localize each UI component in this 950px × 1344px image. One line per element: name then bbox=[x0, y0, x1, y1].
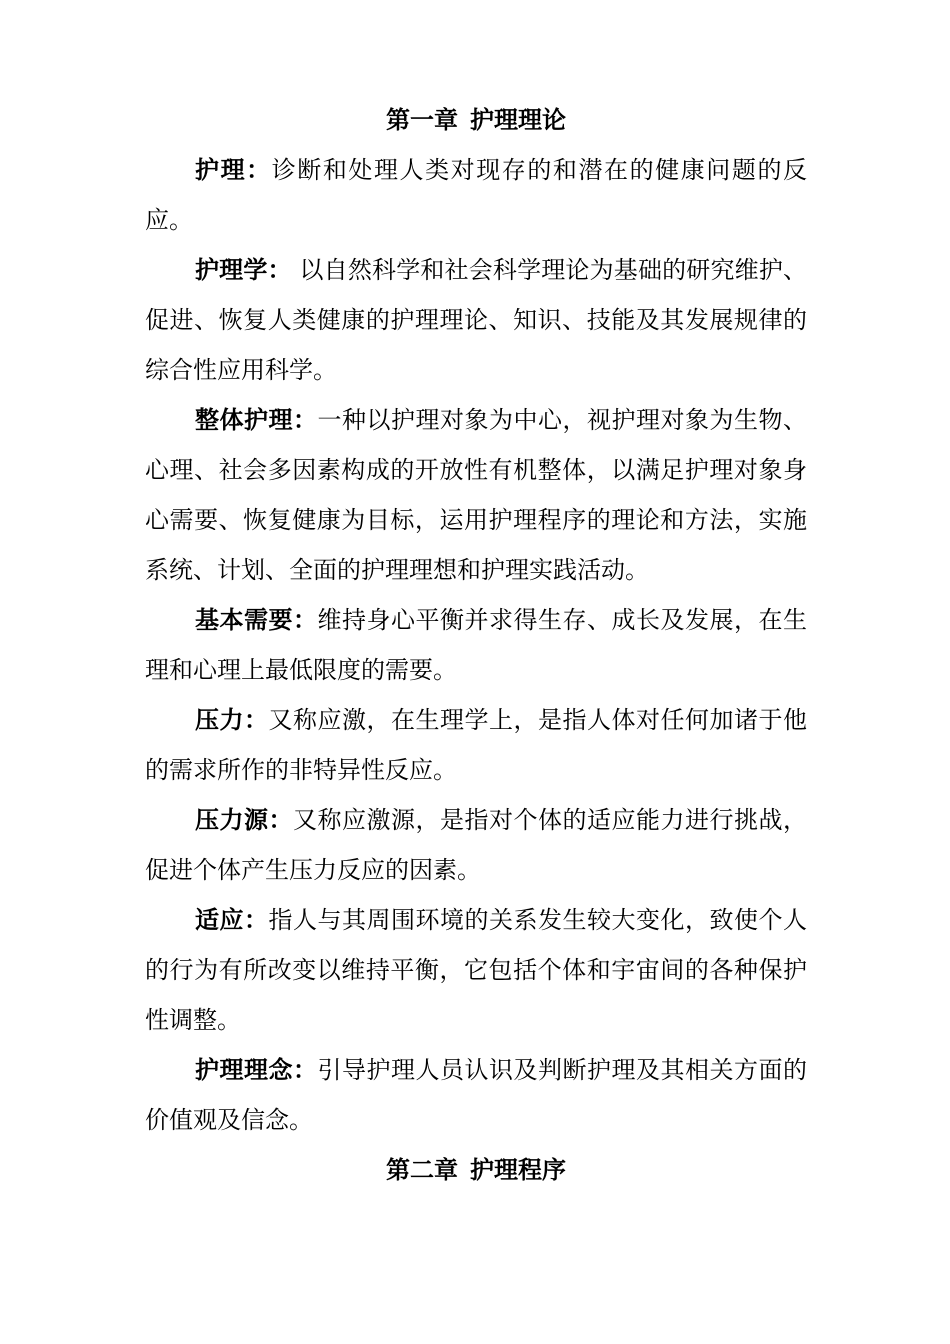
chapter-2-heading bbox=[145, 1145, 807, 1195]
term-label: 护理理念： bbox=[195, 1055, 318, 1084]
term-label: 压力源： bbox=[195, 805, 293, 834]
chapter-1-heading bbox=[145, 95, 807, 145]
chapter-1-number: 第一章 bbox=[386, 105, 458, 134]
definition-text: 又称应激源，是指对个体的适应能力进行挑战，促进个体产生压力反应的因素。 bbox=[145, 806, 807, 884]
chapter-1-title: 护理理论 bbox=[470, 105, 566, 134]
definition-text: 诊断和处理人类对现存的和潜在的健康问题的反应。 bbox=[145, 156, 808, 234]
definition-text: 引导护理人员认识及判断护理及其相关方面的价值观及信念。 bbox=[145, 1056, 807, 1134]
definition-text: 又称应激，在生理学上，是指人体对任何加诸于他的需求所作的非特异性反应。 bbox=[145, 706, 807, 784]
definition-paragraph-nursing-science bbox=[145, 245, 807, 395]
definition-text: 维持身心平衡并求得生存、成长及发展，在生理和心理上最低限度的需要。 bbox=[145, 606, 807, 684]
term-label: 基本需要： bbox=[195, 605, 318, 634]
definition-paragraph-adaptation bbox=[145, 895, 807, 1045]
definition-text: 指人与其周围环境的关系发生较大变化，致使个人的行为有所改变以维持平衡，它包括个体和宇宙间的各种保护性调整。 bbox=[145, 906, 807, 1034]
chapter-2-number: 第二章 bbox=[386, 1155, 458, 1184]
definition-text: 以自然科学和社会科学理论为基础的研究维护、促进、恢复人类健康的护理理论、知识、技能及其发展规律的综合性应用科学。 bbox=[145, 256, 807, 384]
definition-paragraph-nursing bbox=[145, 145, 807, 245]
definition-paragraph-nursing-philosophy bbox=[145, 1045, 807, 1145]
page-content bbox=[145, 95, 807, 1195]
term-label: 适应： bbox=[195, 905, 269, 934]
definition-paragraph-holistic-nursing bbox=[145, 395, 807, 595]
chapter-2-title: 护理程序 bbox=[470, 1155, 566, 1184]
definition-paragraph-basic-needs bbox=[145, 595, 807, 695]
definition-text: 一种以护理对象为中心，视护理对象为生物、心理、社会多因素构成的开放性有机整体，以满足护理对象身心需要、恢复健康为目标，运用护理程序的理论和方法，实施系统、计划、全面的护理理想和护理实践活动。 bbox=[145, 406, 807, 584]
term-label: 压力： bbox=[195, 705, 269, 734]
term-label: 护理学： bbox=[195, 255, 292, 284]
definition-paragraph-stress bbox=[145, 695, 807, 795]
term-label: 护理： bbox=[195, 155, 272, 184]
term-label: 整体护理： bbox=[195, 405, 318, 434]
definition-paragraph-stressor bbox=[145, 795, 807, 895]
